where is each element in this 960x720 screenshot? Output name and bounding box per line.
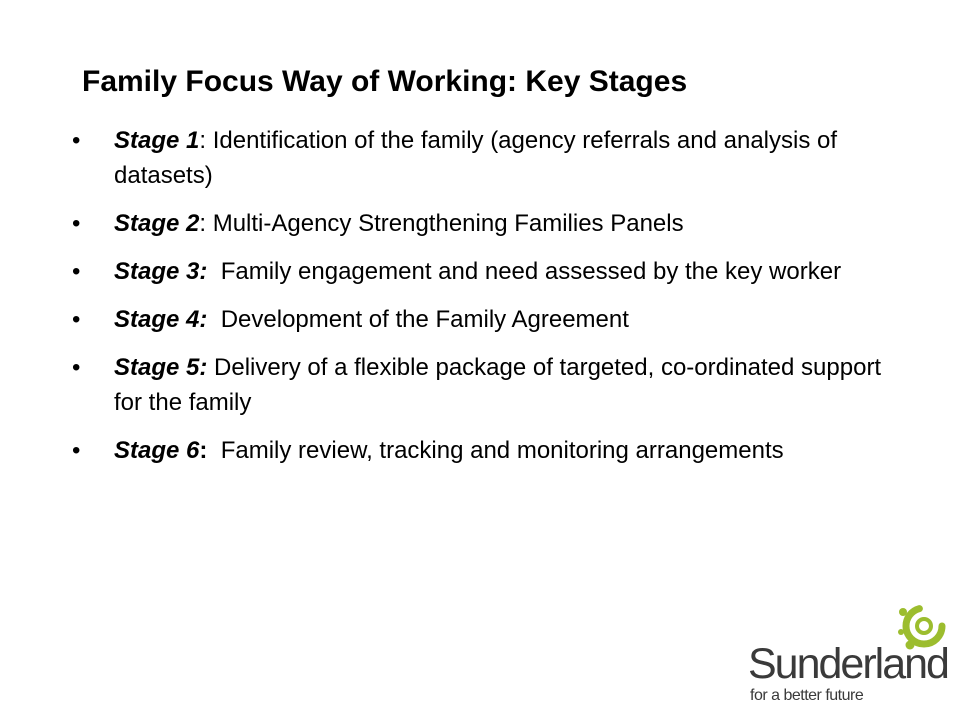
stage-separator: : <box>199 437 208 464</box>
stage-item <box>72 123 892 193</box>
bullet-icon: • <box>72 306 81 333</box>
stage-item <box>72 206 892 241</box>
stage-description: Family review, tracking and monitoring arrangements <box>207 437 784 464</box>
bullet-icon: • <box>72 437 81 464</box>
stage-label: Stage 2 <box>114 210 200 237</box>
sunderland-logo <box>748 600 948 710</box>
stage-item <box>72 302 892 337</box>
stage-item <box>72 433 892 468</box>
logo-tagline: for a better future <box>750 687 864 704</box>
stage-item <box>72 350 892 420</box>
stage-description: Development of the Family Agreement <box>207 306 629 333</box>
slide-title: Family Focus Way of Working: Key Stages <box>82 65 688 98</box>
stage-separator: : <box>199 127 207 154</box>
stage-label: Stage 5: <box>114 354 208 381</box>
stage-description: Identification of the family (agency referrals and analysis of datasets) <box>114 127 838 189</box>
stage-label: Stage 3: <box>114 258 208 285</box>
stage-list <box>72 123 892 481</box>
stage-separator: : <box>199 210 207 237</box>
stage-item <box>72 254 892 289</box>
stage-description: Family engagement and need assessed by the key worker <box>207 258 842 285</box>
stage-description: Delivery of a flexible package of targeted, co-ordinated support for the family <box>114 354 882 416</box>
stage-description: Multi-Agency Strengthening Families Panels <box>206 210 684 237</box>
bullet-icon: • <box>72 127 81 154</box>
bullet-icon: • <box>72 210 81 237</box>
logo-wordmark: Sunderland <box>748 640 948 688</box>
stage-label: Stage 1 <box>114 127 200 154</box>
stage-label: Stage 6 <box>114 437 200 464</box>
stage-label: Stage 4: <box>114 306 208 333</box>
bullet-icon: • <box>72 258 81 285</box>
bullet-icon: • <box>72 354 81 381</box>
